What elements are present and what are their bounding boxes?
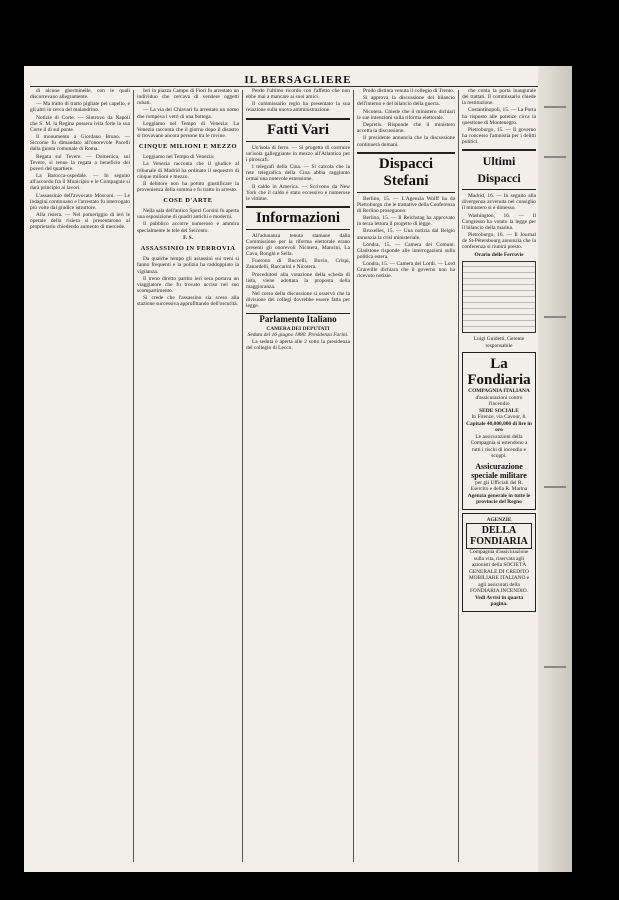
col5-paragraph: Costantinopoli, 15. — La Porta ha risposto alle potenze circa la questione di Montenegro. — [462, 107, 536, 126]
col5-paragraph: che conta la porta inaugurale dei trattati. Il commissario chiede la restituzione. — [462, 88, 536, 107]
column-divider — [353, 90, 354, 862]
col4-paragraph: Londra, 15. — Camera dei Comuni. Gladstone risponde alle interrogazioni sulla politica estera. — [357, 241, 455, 260]
ad-fondiaria-agenzia: Agenzia generale in tutte le provincie del Regno — [467, 492, 531, 506]
col5-paragraph: Pietroburgo, 15. — Il governo ha concesso l'amnistia per i delitti politici. — [462, 126, 536, 146]
ad-fondiaria-title: La Fondiaria — [467, 356, 531, 389]
col2-paragraph: Nella sala dell'antico Spezi Corsini fu aperta una esposizione di quadri antichi e moderni. — [137, 208, 239, 221]
heading-assassinio: ASSASSINIO IN FERROVIA — [140, 245, 236, 253]
ad-fondiaria-vita — [462, 513, 536, 612]
edge-mark — [544, 666, 566, 668]
ad-vita-top: AGENZIE — [486, 516, 512, 523]
heading-dispacci-stefani: Dispacci Stefani — [357, 152, 455, 193]
heading-ultimi-dispacci: Ultimi Dispacci — [462, 149, 536, 190]
edge-mark — [544, 106, 566, 108]
col3-paragraph: Perdo l'ultimo ricordo con l'affetto che non ebbe mai a mancare ai suoi amici. — [246, 88, 350, 101]
edge-mark — [544, 156, 566, 158]
col3-paragraph: Il commissario regio ha presentato la sua relazione sulla nuova amministrazione. — [246, 101, 350, 114]
col5-paragraph: Pietroburgo, 16. — Il Journal de St-Pétersbourg annunzia che la conferenza si riunirà presto. — [462, 232, 536, 251]
col3-paragraph: All'adunanza tenuta stamane dalla Commissione per la riforma elettorale erano presenti gli onorevoli Nicotera, Mancini, La Cava, Bonghi e Sella. — [246, 232, 350, 258]
column-5 — [462, 88, 536, 866]
ad-fondiaria-subtitle: COMPAGNIA ITALIANA — [468, 388, 530, 395]
col3-paragraph: Nel corso della discussione si osservò che la divisione dei collegi dovrebbe essere fatta per legge. — [246, 291, 350, 310]
col4-paragraph: Londra, 15. — Camera dei Lordi. — Lord Granville dichiara che il governo non ha ricevuto notizie. — [357, 261, 455, 280]
railway-timetable — [462, 261, 536, 333]
newspaper-page — [24, 66, 572, 872]
col2-paragraph: Da qualche tempo gli assassini sui treni si fanno frequenti e la polizia ha raddoppiato la vigilanza. — [137, 256, 239, 275]
col1-paragraph: — Ma tratto di tratto pigliate pel capello, e gli altri in cerca del malandrino. — [30, 101, 130, 114]
column-divider — [133, 90, 134, 862]
col3-paragraph: Fuorono di Buccelli, Bovio, Crispi, Zanardelli, Baccarini e Nicotera. — [246, 258, 350, 271]
header-rule — [30, 86, 566, 87]
col4-paragraph: Depretis. Risponde che il ministero accetta la discussione. — [357, 122, 455, 135]
col2-paragraph: Il debitore non ha potuto giustificare la provenienza della somma e fu tratto in arresto. — [137, 180, 239, 193]
col4-paragraph: Bruxelles, 15. — Una notizia dal Belgio annunzia la crisi ministeriale. — [357, 228, 455, 241]
newspaper-title: IL BERSAGLIERE — [244, 74, 352, 86]
heading-informazioni: Informazioni — [246, 206, 350, 230]
signature: F. S. — [183, 234, 193, 241]
col4-paragraph: Il presidente annuncia che la discussione continuerà domani. — [357, 135, 455, 148]
ad-fondiaria-capitale: Capitale 40,000,000 di lire in oro — [466, 420, 532, 434]
ad-fondiaria-assic-title: Assicurazione speciale militare — [471, 461, 527, 480]
col3-paragraph: La seduta è aperta alle 2 sotto la presidenza del collegio di Lecco. — [246, 338, 350, 351]
parlamento-subheading: CAMERA DEI DEPUTATI — [266, 325, 330, 332]
col3-paragraph: Procedutosi alla votazione della scheda di lista, viene adottata la proposta della maggioranza. — [246, 271, 350, 290]
col4-paragraph: Nicotera. Chiede che il ministero dichiari le sue intenzioni sulla riforma elettorale. — [357, 108, 455, 121]
ad-fondiaria-sede-label: SEDE SOCIALE — [479, 407, 519, 414]
railway-table-title: Orario delle Ferrovie — [474, 251, 524, 258]
ad-fondiaria — [462, 352, 536, 510]
column-2 — [137, 88, 239, 866]
edge-mark — [544, 486, 566, 488]
edge-mark — [544, 316, 566, 318]
column-divider — [242, 90, 243, 862]
col4-paragraph: Berlino, 15. — Il Reichstag ha approvato in terza lettura il progetto di legge. — [357, 215, 455, 228]
heading-fatti-vari: Fatti Vari — [246, 118, 350, 142]
col5-paragraph: Madrid, 16. — In seguito alla divergenza avvenuta nel consiglio il ministero si è dimesso. — [462, 193, 536, 212]
col5-paragraph: Washington, 16. — Il Congresso ha votato la legge per il bilancio della marina. — [462, 212, 536, 231]
col4-paragraph: Si approva la discussione del bilancio dell'interno e del bilancio della guerra. — [357, 95, 455, 108]
col2-paragraph: Si crede che l'assassino sia sceso alla stazione successiva approfittando dell'oscurità. — [137, 295, 239, 308]
col1-paragraph: L'assassinio dell'avvocato Mosconi. — Le indagini continuano e l'arrestato fu interrogato più volte dal giudice istruttore. — [30, 192, 130, 211]
col1-paragraph: La Barocca-ospedale. — In seguito all'accordo fra il Municipio e le Compagnie si darà principio ai lavori. — [30, 173, 130, 192]
col2-paragraph: Ieri in piazza Campo di Fiori fu arrestato un individuo che cercava di vendere oggetti rubati. — [137, 88, 239, 107]
ad-vita-text: Compagnia d'assicurazione sulla vita, riservata agli azionisti della SOCIETÀ GENERALE DI CREDITO MOBILIARE ITALIANO e agli assicurati della FONDIARIA INCENDIO. — [468, 549, 530, 595]
col2-paragraph: Leggiamo nel Tempo di Venezia: La Venezia racconta che il giorno dopo il disastro si trovavano ancora persone tra le rovine. — [137, 120, 239, 140]
col2-paragraph: Leggiamo nel Tempo di Venezia: — [143, 154, 215, 161]
column-divider — [458, 90, 459, 862]
col3-paragraph: Il caldo in America. — Scrivono da New York che il caldo è stato eccessivo e numerose le vittime. — [246, 183, 350, 202]
col3-paragraph: Un'isola di ferro. — Si progetta di costruire un'isola galleggiante in mezzo all'Atlantico per i piroscafi. — [246, 144, 350, 163]
column-1 — [30, 88, 130, 866]
column-3 — [246, 88, 350, 866]
col1-paragraph: Regata sul Tevere. — Domenica, sul Tevere, si tenne la regata a beneficio dei poveri del quartiere. — [30, 153, 130, 172]
parlamento-meta: Seduta del 16 giugno 1880. Presidenza Farini. — [247, 332, 349, 339]
col2-paragraph: — La via dei Chiavari fu arrestato un uomo che rompeva i vetri di una bottega. — [137, 107, 239, 120]
col2-paragraph: Il pubblico accorre numeroso e ammira specialmente le tele del Seicento. — [137, 221, 239, 234]
editor-line: Luigi Guidetti, Gerente responsabile — [473, 336, 525, 349]
heading-cinque-milioni: CINQUE MILIONI E MEZZO — [138, 143, 238, 151]
col3-paragraph: I telegrafi della Cina. — Si calcola che la rete telegrafica della Cina abbia raggiunto ormai una notevole estensione. — [246, 164, 350, 183]
col1-paragraph: Il monumento a Giordano Bruno. — Siccome fu dimandato all'onorevole Pacelli dalla giunta comunale di Roma. — [30, 134, 130, 153]
col4-paragraph: Berlino, 15. — L'Agenzia Wolff ha da Pietroburgo che le trattative della Conferenza di Berlino proseguono. — [357, 195, 455, 214]
col1-paragraph: di alcune gherminelle, con le quali discorrevano allegramente. — [30, 88, 130, 101]
ad-fondiaria-sede: In Firenze, via Cavour, 8. — [471, 414, 527, 421]
column-4 — [357, 88, 455, 866]
ad-fondiaria-assic-sub: per gli Ufficiali del R. Esercito e della R. Marina — [470, 479, 528, 493]
heading-parlamento: Parlamento Italiano — [246, 313, 350, 322]
ad-vita-foot: Vedi Avvisi in quarta pagina. — [474, 594, 524, 608]
ad-vita-title: DELLA FONDIARIA — [466, 523, 532, 549]
col2-paragraph: La Venezia racconta che il giudice al tribunale di Madrid ha ordinato il sequestro di cinque milioni e mezzo. — [137, 161, 239, 180]
col2-paragraph: Il treno diretto partito ieri sera portava un viaggiatore che fu trovato ucciso nel suo scompartimento. — [137, 275, 239, 294]
heading-cose-arte: COSE D'ARTE — [163, 197, 213, 205]
ad-fondiaria-text: Le assicurazioni della Compagnia si estendono a tutti i rischi di incendio e scoppi. — [470, 433, 528, 460]
col1-paragraph: Notizie di Corte. — Sintrovo da Napoli che S. M. la Regina possera ivita forte la sua Corte il dì sul ponte. — [30, 114, 130, 133]
ad-fondiaria-line: d'assicurazioni contro l'incendio — [475, 394, 523, 408]
page-edge-strip — [538, 66, 572, 872]
col4-paragraph: Prodo distinta venuta il collegio di Trento. — [363, 88, 455, 94]
col1-paragraph: Alla risiera. — Nel pomeriggio di ieri le operaie della risiera si presentarono al proprietario chiedendo aumento di mercede. — [30, 212, 130, 231]
